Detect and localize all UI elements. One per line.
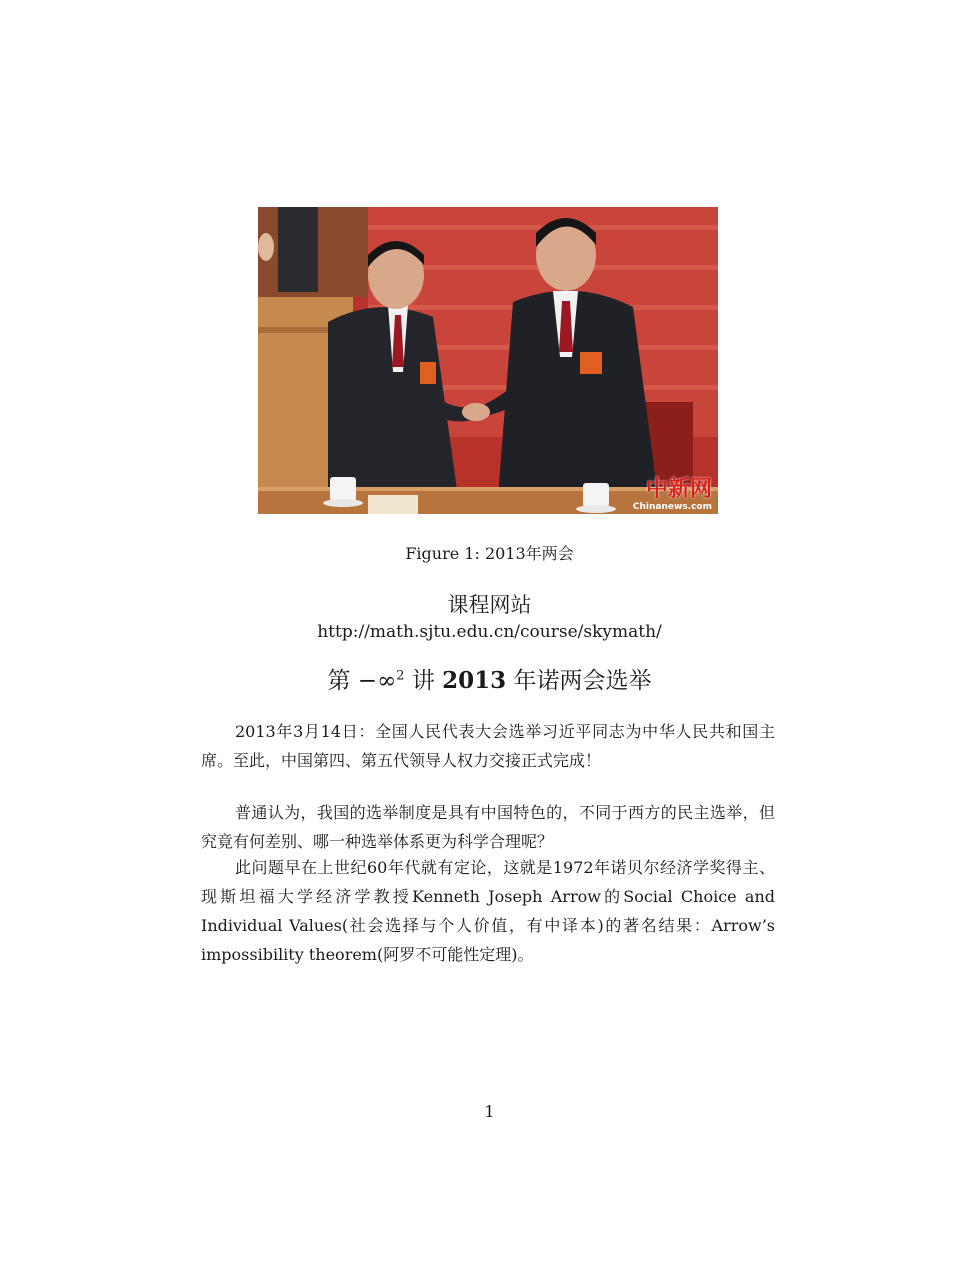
paragraph-election-announcement: 2013年3月14日：全国人民代表大会选举习近平同志为中华人民共和国主席。至此，中国第四、第五代领导人权力交接正式完成！	[201, 722, 775, 770]
page-number: 1	[484, 1102, 495, 1121]
figure-caption: Figure 1: 2013年两会	[405, 544, 574, 563]
lecture-title	[0, 662, 979, 695]
photo-illustration	[258, 207, 718, 514]
lecture-title-suffix: 年诺两会选举	[506, 668, 652, 694]
lecture-title-middle: 讲	[404, 668, 443, 694]
lecture-title-superscript: 2	[396, 668, 405, 684]
paragraph-election-system: 普通认为，我国的选举制度是具有中国特色的，不同于西方的民主选举，但究竟有何差别、哪一种选举体系更为科学合理呢？	[201, 803, 775, 851]
lecture-title-prefix: 第 −∞	[327, 668, 397, 694]
lecture-title-year: 2013	[442, 667, 507, 694]
figure-photo	[258, 207, 718, 514]
photo-watermark	[633, 479, 712, 512]
paragraph-arrow-theorem: 此问题早在上世纪60年代就有定论，这就是1972年诺贝尔经济学奖得主、现斯坦福大学经济学教授Kenneth Joseph Arrow的Social Choice and Individual Values(社会选择与个人价值，有中译本)的著名结果：Arrow’s impossibility theorem(阿罗不可能性定理)。	[201, 858, 775, 964]
watermark-chinese: 中新网	[645, 477, 712, 502]
course-site-title: 课程网站	[447, 593, 532, 617]
course-site-url[interactable]: http://math.sjtu.edu.cn/course/skymath/	[317, 622, 662, 642]
watermark-english: Chinanews.com	[632, 502, 712, 512]
